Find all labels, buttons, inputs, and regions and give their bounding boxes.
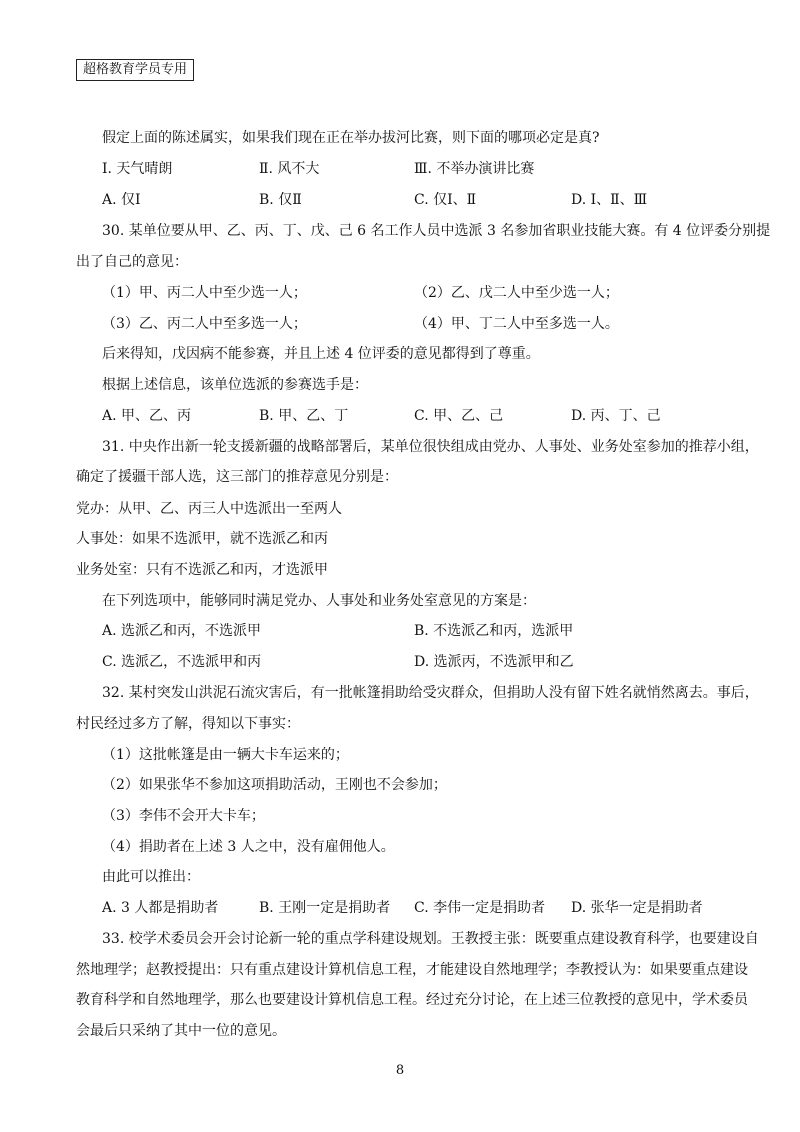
q30-stem-line-2: 出了自己的意见： [76,254,188,270]
q30-opinion-1: （1）甲、丙二人中至少选一人； [102,285,307,301]
q30-question: 根据上述信息，该单位选派的参赛选手是： [102,377,368,393]
q31-stem-line-2: 确定了援疆干部人选，这三部门的推荐意见分别是： [76,469,398,485]
q30-opinion-2: （2）乙、戊二人中至少选一人； [414,285,619,301]
q30-stem-line-1: 30. 某单位要从甲、乙、丙、丁、戊、己 6 名工作人员中选派 3 名参加省职业技能大赛。有 4 位评委分别提 [102,223,771,239]
page-number: 8 [395,1063,405,1078]
q32-fact-2: （2）如果张华不参加这项捐助活动，王刚也不会参加； [102,777,447,793]
q32-fact-3: （3）李伟不会开大卡车； [102,808,265,824]
q30-opinion-4: （4）甲、丁二人中至多选一人。 [414,316,619,332]
q31-option-c: C. 选派乙，不选派甲和丙 [102,654,262,670]
q30-opinion-3: （3）乙、丙二人中至多选一人； [102,316,307,332]
q29-statement-1: Ⅰ. 天气晴朗 [102,161,173,177]
q31-view-hr-office: 人事处：如果不选派甲，就不选派乙和丙 [76,531,328,547]
q30-option-a: A. 甲、乙、丙 [102,408,192,424]
q29-statement-2: Ⅱ. 风不大 [259,161,320,177]
q32-fact-4: （4）捐助者在上述 3 人之中，没有雇佣他人。 [102,839,395,855]
q33-line-1: 33. 校学术委员会开会讨论新一轮的重点学科建设规划。王教授主张：既要重点建设教育科学，也要建设自 [102,931,759,947]
q32-stem-line-2: 村民经过多方了解，得知以下事实： [76,716,300,732]
q32-option-d: D. 张华一定是捐助者 [571,900,703,916]
q32-stem-line-1: 32. 某村突发山洪泥石流灾害后，有一批帐篷捐助给受灾群众，但捐助人没有留下姓名就悄然离去。事后， [102,685,759,701]
q29-option-b: B. 仅Ⅱ [259,192,302,208]
q30-option-b: B. 甲、乙、丁 [259,408,349,424]
q32-question: 由此可以推出： [102,869,200,885]
q32-fact-1: （1）这批帐篷是由一辆大卡车运来的； [102,747,349,763]
q31-view-party-office: 党办：从甲、乙、丙三人中选派出一至两人 [76,501,342,517]
q32-option-b: B. 王刚一定是捐助者 [259,900,391,916]
q31-question: 在下列选项中，能够同时满足党办、人事处和业务处室意见的方案是： [102,593,536,609]
q31-stem-line-1: 31. 中央作出新一轮支援新疆的战略部署后，某单位很快组成由党办、人事处、业务处室参加的推荐小组， [102,439,759,455]
q29-stem: 假定上面的陈述属实，如果我们现在正在举办拔河比赛，则下面的哪项必定是真? [102,130,600,146]
q31-option-a: A. 选派乙和丙，不选派甲 [102,623,262,639]
q33-line-4: 会最后只采纳了其中一位的意见。 [76,1023,286,1039]
q30-info: 后来得知，戊因病不能参赛，并且上述 4 位评委的意见都得到了尊重。 [102,346,540,362]
q33-line-2: 然地理学；赵教授提出：只有重点建设计算机信息工程，才能建设自然地理学；李教授认为：如果要重点建设 [76,962,748,978]
q33-line-3: 教育科学和自然地理学，那么也要建设计算机信息工程。经过充分讨论，在上述三位教授的意见中，学术委员 [76,992,748,1008]
q29-option-a: A. 仅Ⅰ [102,192,141,208]
q32-option-c: C. 李伟一定是捐助者 [414,900,546,916]
q29-statement-3: Ⅲ. 不举办演讲比赛 [414,161,535,177]
q31-option-b: B. 不选派乙和丙，选派甲 [414,623,574,639]
q31-view-business-office: 业务处室：只有不选派乙和丙，才选派甲 [76,562,328,578]
q30-option-d: D. 丙、丁、己 [571,408,661,424]
q29-option-d: D. Ⅰ、Ⅱ、Ⅲ [571,192,648,208]
q29-option-c: C. 仅Ⅰ、Ⅱ [414,192,477,208]
q32-option-a: A. 3 人都是捐助者 [102,900,219,916]
q31-option-d: D. 选派丙，不选派甲和乙 [414,654,574,670]
header-label: 超格教育学员专用 [76,59,194,81]
q30-option-c: C. 甲、乙、己 [414,408,504,424]
